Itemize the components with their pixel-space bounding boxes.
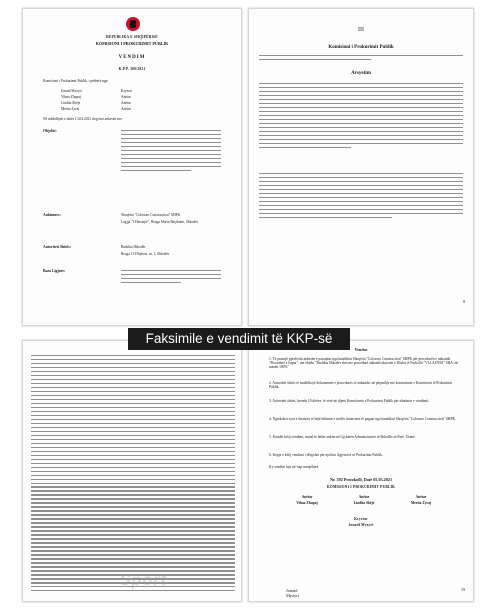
watermark-text: Sport	[120, 572, 167, 589]
commission-name: KOMISIONI I PROKURIMIT PUBLIK	[95, 41, 169, 46]
decision-number: K.P.P. 300/2021	[118, 67, 146, 71]
commission-signature-heading: KOMISIONI I PROKURIMIT PUBLIK	[326, 485, 396, 489]
republic-name: REPUBLIKA E SHQIPËRISË	[106, 35, 158, 39]
decision-page-2	[248, 8, 474, 326]
handwritten-note: Jonaid Myzyri	[286, 588, 299, 598]
authority-address: Rruga 13 Dhjetori, nr. 1, Shkodër	[121, 252, 170, 256]
member-row: Jonaid Myzyri Kryetar	[61, 89, 132, 93]
authority-name: Bashkia Shkodër	[121, 245, 146, 249]
decision-item: 1. Të pranojë pjesërisht ankesën e paraqitur nga kandidati Shoqëria "Colosseo Construction" SHPK për procedurën e ankandit "Procedurë e hapur", me objekt "Bashkia Shkodër shet me procedurë ankandi aksionet e Klubit të Futbollit "VLLAZNIA" SHA, në masën 100%"	[269, 357, 458, 369]
section-number: III	[358, 27, 364, 33]
caption-banner: Faksimile e vendimit të KKP-së	[128, 328, 350, 350]
decision-item: 2. Autoriteti shitës të modifikojë dokumentet e procedurës së ankandit, në përputhje me konstatimet e Komisionit të Prokurimit Publik.	[269, 381, 452, 389]
decision-item: 3. Autoriteti shitës, brenda 10 ditëve, të vërë në dijeni Komisionin e Prokurimit Publik për zbatimin e vendimit.	[269, 399, 430, 403]
albanian-emblem-icon	[126, 17, 140, 31]
page4-number: 19	[461, 587, 465, 592]
chair-role: Kryetar	[354, 517, 368, 521]
decides-heading: Vendos	[354, 347, 368, 352]
member-roles-row: Anëtar Anëtar Anëtar	[301, 495, 427, 499]
reasoning-heading: Arsyetim	[351, 71, 371, 76]
decision-page-4	[248, 340, 474, 602]
session-text: Në mbledhjen e datës 13.04.2021 shqyrtoi ankesën me:	[43, 117, 123, 121]
decision-item: 4. Ngarkohet zyra e financës të bëjë kthimin e tarifës financiare të paguar nga kandidati Shoqëria "Colosseo Construction" SHPK.	[269, 417, 456, 421]
object-text-lines	[121, 130, 221, 174]
object-label: Objekti:	[43, 129, 57, 133]
member-row: Vilma Zhupaj Anëtar	[61, 95, 131, 99]
decision-page-1	[22, 8, 242, 326]
chair-name: Jonaid Myzyri	[348, 523, 374, 527]
reasoning-lines-2	[259, 173, 463, 221]
complainant-name: Shoqëria "Colosseo Construction" SHPK	[121, 213, 181, 217]
reasoning-lines-1	[259, 83, 463, 151]
page3-text-lines	[31, 355, 235, 594]
decision-item: 6. Kopje e këtij vendimi i dërgohet për njoftim Agjencisë së Prokurimit Publik.	[269, 453, 383, 457]
page2-title: Komisioni i Prokurimit Publik	[328, 45, 394, 50]
legal-basis-lines	[121, 270, 221, 286]
legal-basis-label: Baza Ligjore:	[43, 269, 66, 273]
intro-text: Komisioni i Prokurimit Publik, i përbërë nga:	[43, 79, 109, 83]
force-statement: Ky vendim hyn në fuqi menjëherë.	[269, 465, 320, 469]
member-names-row	[279, 501, 449, 505]
decision-heading: VENDIM	[118, 55, 146, 60]
signer-name: Lindita Skëje	[353, 501, 375, 505]
signer-name: Vilma Zhupaj	[296, 501, 318, 505]
protocol-number: Nr. 392 Protokolli, Datë 05.03.2021	[329, 477, 393, 482]
authority-label: Autoriteti Shitës:	[43, 245, 71, 249]
decision-page-3	[22, 340, 242, 602]
complainant-label: Ankimues:	[43, 213, 61, 217]
decision-item: 5. Kundër këtij vendimi, mund të bëhet ankim në Gjykatën Administrative të Shkallës së Parë, Tiranë.	[269, 435, 416, 439]
signer-name: Merita Zyraj	[410, 501, 432, 505]
member-row: Merita Zyraj Anëtar	[61, 107, 131, 111]
page2-intro-lines	[259, 55, 463, 63]
page2-number: 8	[463, 299, 465, 304]
complainant-address: Lagjja "3 Heronjtë", Rruga Marin Beçikemi, Shkodër	[121, 220, 198, 224]
member-row: Lindita Skëje Anëtar	[61, 101, 131, 105]
